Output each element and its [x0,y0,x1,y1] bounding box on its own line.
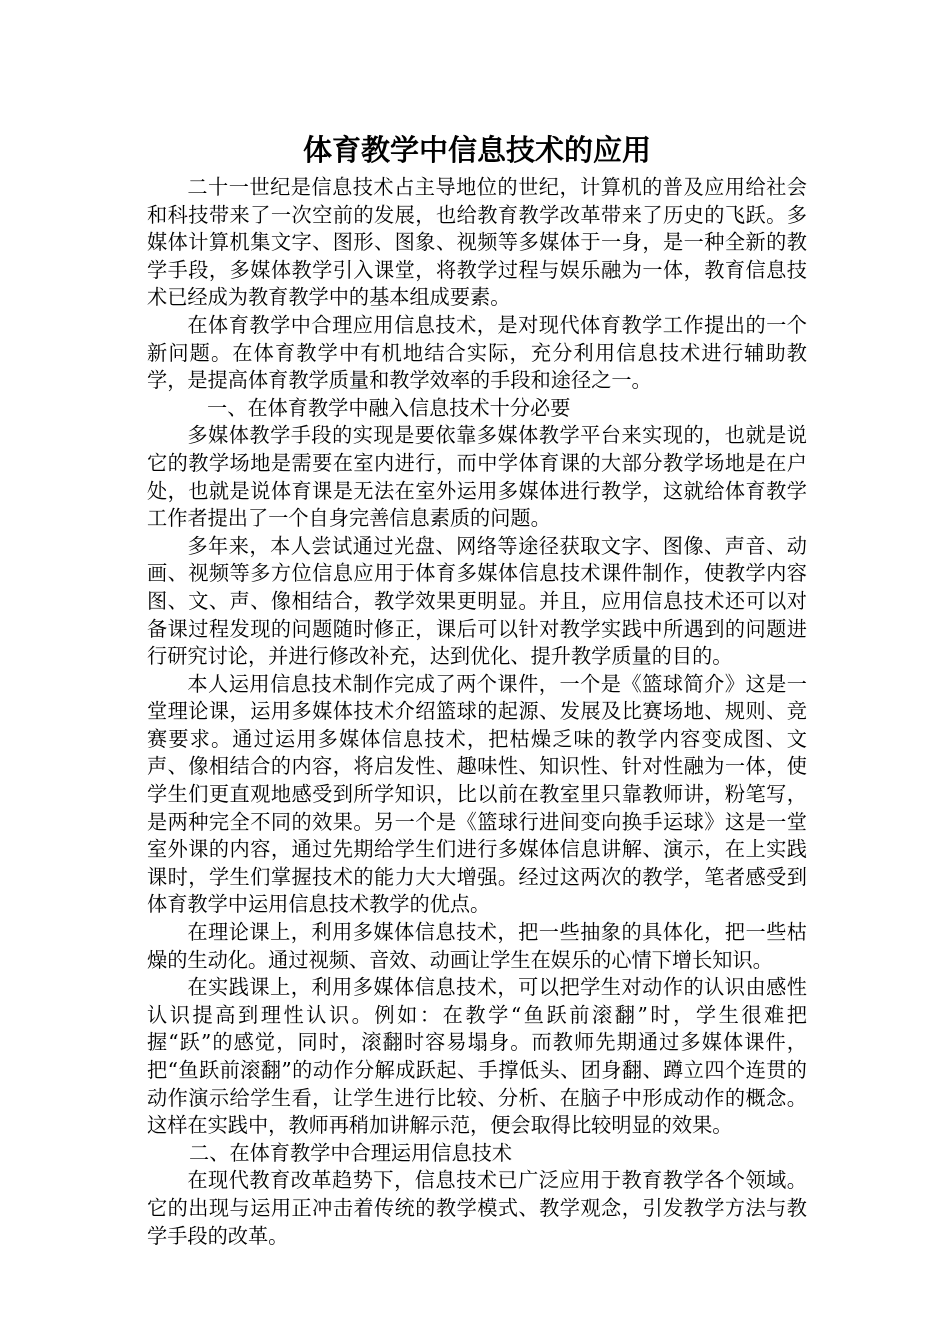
paragraph-experience: 多年来，本人尝试通过光盘、网络等途径获取文字、图像、声音、动画、视频等多方位信息应用于体育多媒体信息技术课件制作，使教学内容图、文、声、像相结合，教学效果更明显。并且，应用信息技术还可以对备课过程发现的问题随时修正，课后可以针对教学实践中所遇到的问题进行研究讨论，并进行修改补充，达到优化、提升教学质量的目的。 [147,533,807,669]
paragraph-reform: 在现代教育改革趋势下，信息技术已广泛应用于教育教学各个领域。它的出现与运用正冲击着传统的教学模式、教学观念，引发教学方法与教学手段的改革。 [147,1168,807,1248]
section-heading-1: 一、在体育教学中融入信息技术十分必要 [207,395,571,420]
section-heading-2: 二、在体育教学中合理运用信息技术 [189,1140,513,1165]
paragraph-practice-class: 在实践课上，利用多媒体信息技术，可以把学生对动作的认识由感性认识提高到理性认识。例如：在教学“鱼跃前滚翻”时，学生很难把握“跃”的感觉，同时，滚翻时容易塌身。而教师先期通过多媒体课件，把“鱼跃前滚翻”的动作分解成跃起、手撑低头、团身翻、蹲立四个连贯的动作演示给学生看，让学生进行比较、分析、在脑子中形成动作的概念。这样在实践中，教师再稍加讲解示范，便会取得比较明显的效果。 [147,975,807,1138]
document-title: 体育教学中信息技术的应用 [302,133,651,167]
paragraph-intro: 二十一世纪是信息技术占主导地位的世纪，计算机的普及应用给社会和科技带来了一次空前的发展，也给教育教学改革带来了历史的飞跃。多媒体计算机集文字、图形、图象、视频等多媒体于一身，是一种全新的教学手段，多媒体教学引入课堂，将教学过程与娱乐融为一体，教育信息技术已经成为教育教学中的基本组成要素。 [147,175,807,310]
paragraph-theory-class: 在理论课上，利用多媒体信息技术，把一些抽象的具体化，把一些枯燥的生动化。通过视频、音效、动画让学生在娱乐的心情下增长知识。 [147,920,807,972]
paragraph-platform: 多媒体教学手段的实现是要依靠多媒体教学平台来实现的，也就是说它的教学场地是需要在室内进行，而中学体育课的大部分教学场地是在户处，也就是说体育课是无法在室外运用多媒体进行教学，这就给体育教学工作者提出了一个自身完善信息素质的问题。 [147,423,807,531]
document-body [147,128,807,1250]
paragraph-courseware: 本人运用信息技术制作完成了两个课件，一个是《篮球简介》这是一堂理论课，运用多媒体技术介绍篮球的起源、发展及比赛场地、规则、竞赛要求。通过运用多媒体信息技术，把枯燥乏味的教学内容变成图、文声、像相结合的内容，将启发性、趣味性、知识性、针对性融为一体，使学生们更直观地感受到所学知识，比以前在教室里只靠教师讲，粉笔写，是两种完全不同的效果。另一个是《篮球行进间变向换手运球》这是一堂室外课的内容，通过先期给学生们进行多媒体信息讲解、演示，在上实践课时，学生们掌握技术的能力大大增强。经过这两次的教学，笔者感受到体育教学中运用信息技术教学的优点。 [147,671,807,917]
paragraph-problem: 在体育教学中合理应用信息技术，是对现代体育教学工作提出的一个新问题。在体育教学中有机地结合实际，充分利用信息技术进行辅助教学，是提高体育教学质量和教学效率的手段和途径之一。 [147,312,807,393]
